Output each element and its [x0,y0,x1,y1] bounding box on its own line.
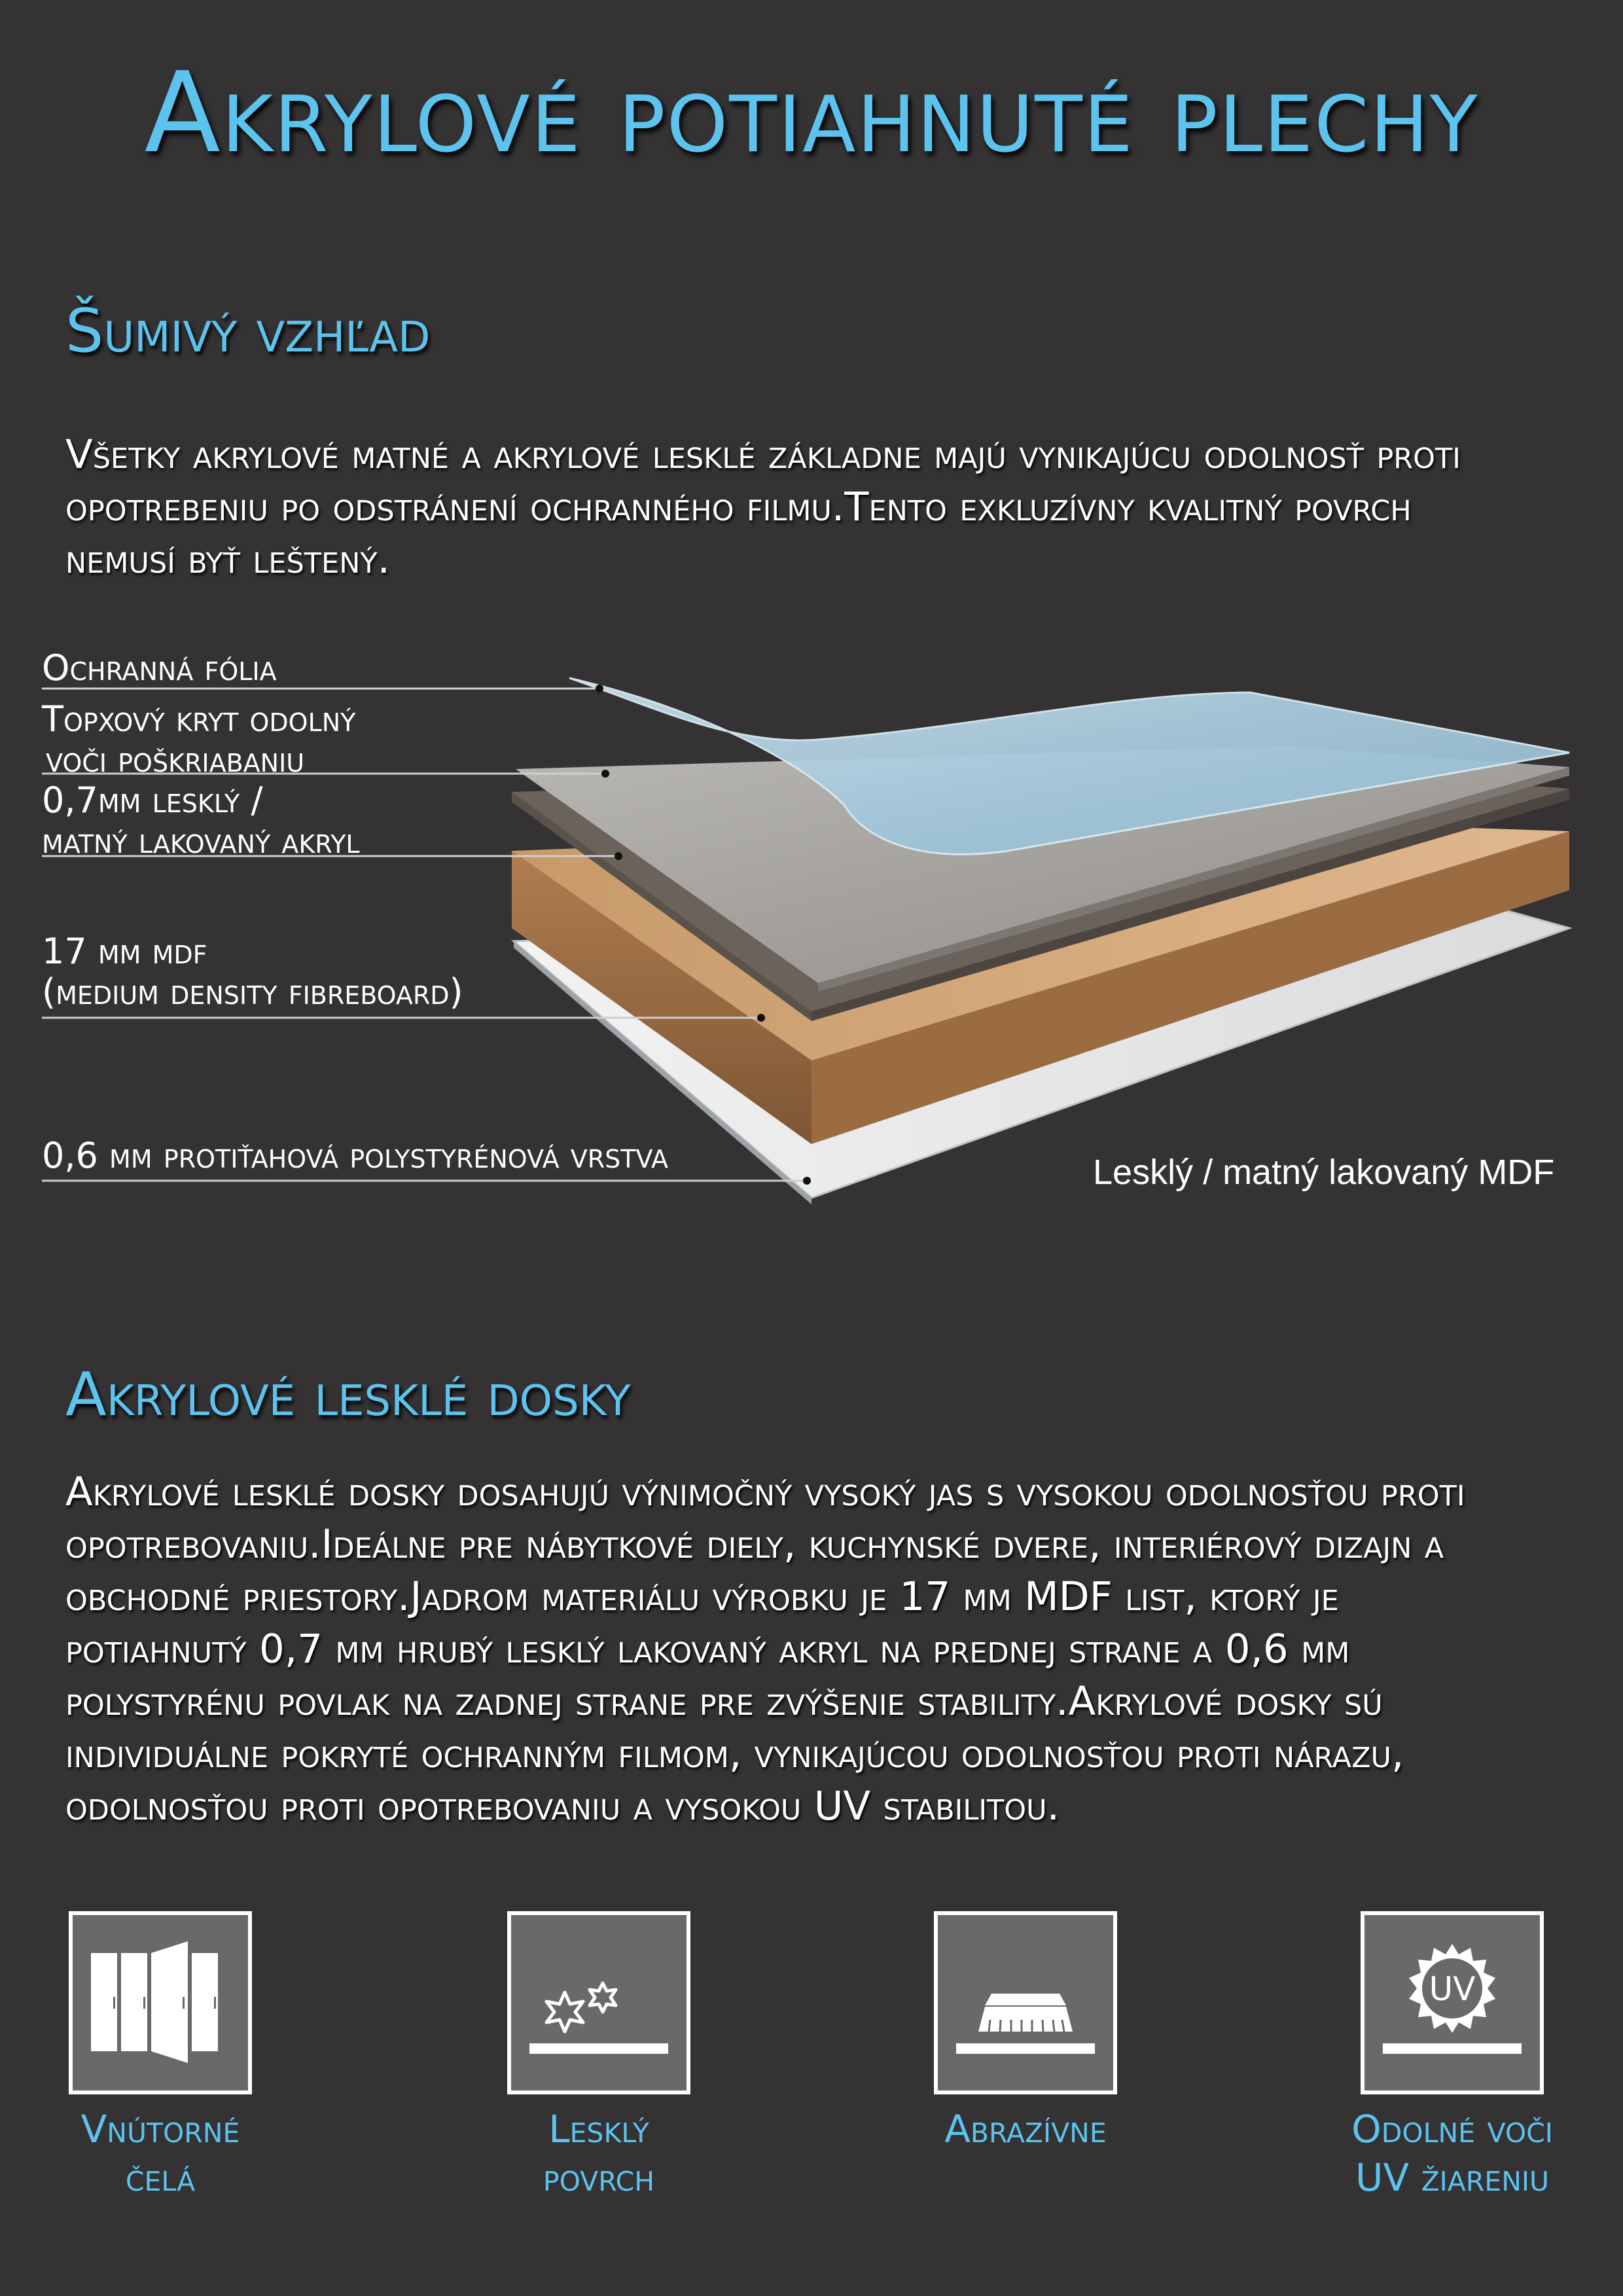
label-topcoat-line1: Topxový kryt odolný [42,698,356,740]
feature-icon-box [1361,1911,1544,2094]
feature-interior-fronts [23,1911,298,2202]
text-line: Všetky akrylové matné a akrylové lesklé základne majú vynikajúcu odolnosť proti [65,431,1461,478]
sparkle-surface-icon [511,1915,687,2090]
label-protective-film: Ochranná fólia [42,647,277,689]
feature-label [23,2105,298,2202]
text-line: polystyrénu povlak na zadnej strane pre zvýšenie stability.Akrylové dosky sú [65,1678,1383,1725]
label-acrylic [42,780,360,861]
feature-label-line2: povrch [543,2155,655,2200]
diagram-caption: Lesklý / matný lakovaný MDF [1093,1153,1555,1192]
feature-icon-box [69,1911,252,2094]
feature-label-line1: Lesklý [548,2107,649,2151]
feature-abrasive [888,1911,1163,2153]
label-backing: 0,6 mm protiťahová polystyrénová vrstva [42,1135,669,1176]
feature-label-line2: UV žiareniu [1355,2155,1549,2200]
text-line: odolnosťou proti opotrebovaniu a vysokou UV stabilitou. [65,1783,1060,1829]
label-acrylic-line1: 0,7mm lesklý / [42,780,263,821]
label-mdf-line1: 17 mm mdf [42,931,207,972]
uv-badge-text: UV [1429,1970,1476,2008]
feature-uv-resistant [1315,1911,1590,2202]
label-topcoat [42,699,355,780]
text-line: opotrebovaniu.Ideálne pre nábytkové diely, kuchynské dvere, interiérový dizajn a [65,1521,1444,1568]
feature-icon-box [507,1911,690,2094]
text-line: obchodné priestory.Jadrom materiálu výrobku je 17 mm MDF list, ktorý je [65,1573,1339,1620]
label-mdf-line2: (medium density fibreboard) [42,971,463,1013]
section-heading-gloss-boards: Akrylové lesklé dosky [65,1359,631,1429]
feature-label [888,2105,1163,2153]
label-mdf [42,931,463,1013]
wardrobe-doors-icon [73,1915,248,2090]
section-paragraph-sparkle [65,429,1564,586]
feature-label-line1: Vnútorné [80,2107,240,2151]
text-line: Akrylové lesklé dosky dosahujú výnimočný vysoký jas s vysokou odolnosťou proti [65,1469,1465,1515]
feature-label-line2: čelá [125,2155,196,2200]
uv-badge-icon [1364,1915,1540,2090]
label-acrylic-line2: matný lakovaný akryl [42,820,360,861]
text-line: opotrebeniu po odstránení ochranného filmu.Tento exkluzívny kvalitný povrch [65,484,1412,530]
text-line: individuálne pokryté ochranným filmom, vynikajúcou odolnosťou proti nárazu, [65,1731,1404,1777]
label-topcoat-line2: voči poškriabaniu [46,739,305,780]
page-title: Akrylové potiahnuté plechy [144,48,1479,178]
feature-label-line1: Abrazívne [944,2107,1107,2151]
text-line: potiahnutý 0,7 mm hrubý lesklý lakovaný akryl na prednej strane a 0,6 mm [65,1626,1350,1672]
feature-label [461,2105,736,2202]
feature-gloss-surface [461,1911,736,2202]
feature-icon-box [934,1911,1117,2094]
feature-label [1315,2105,1590,2202]
abrasion-brush-icon [938,1915,1113,2090]
section-paragraph-gloss-boards [65,1466,1564,1833]
section-heading-sparkle: Šumivý vzhľad [65,296,431,366]
text-line: nemusí byť leštený. [65,536,391,583]
feature-label-line1: Odolné voči [1351,2107,1553,2151]
